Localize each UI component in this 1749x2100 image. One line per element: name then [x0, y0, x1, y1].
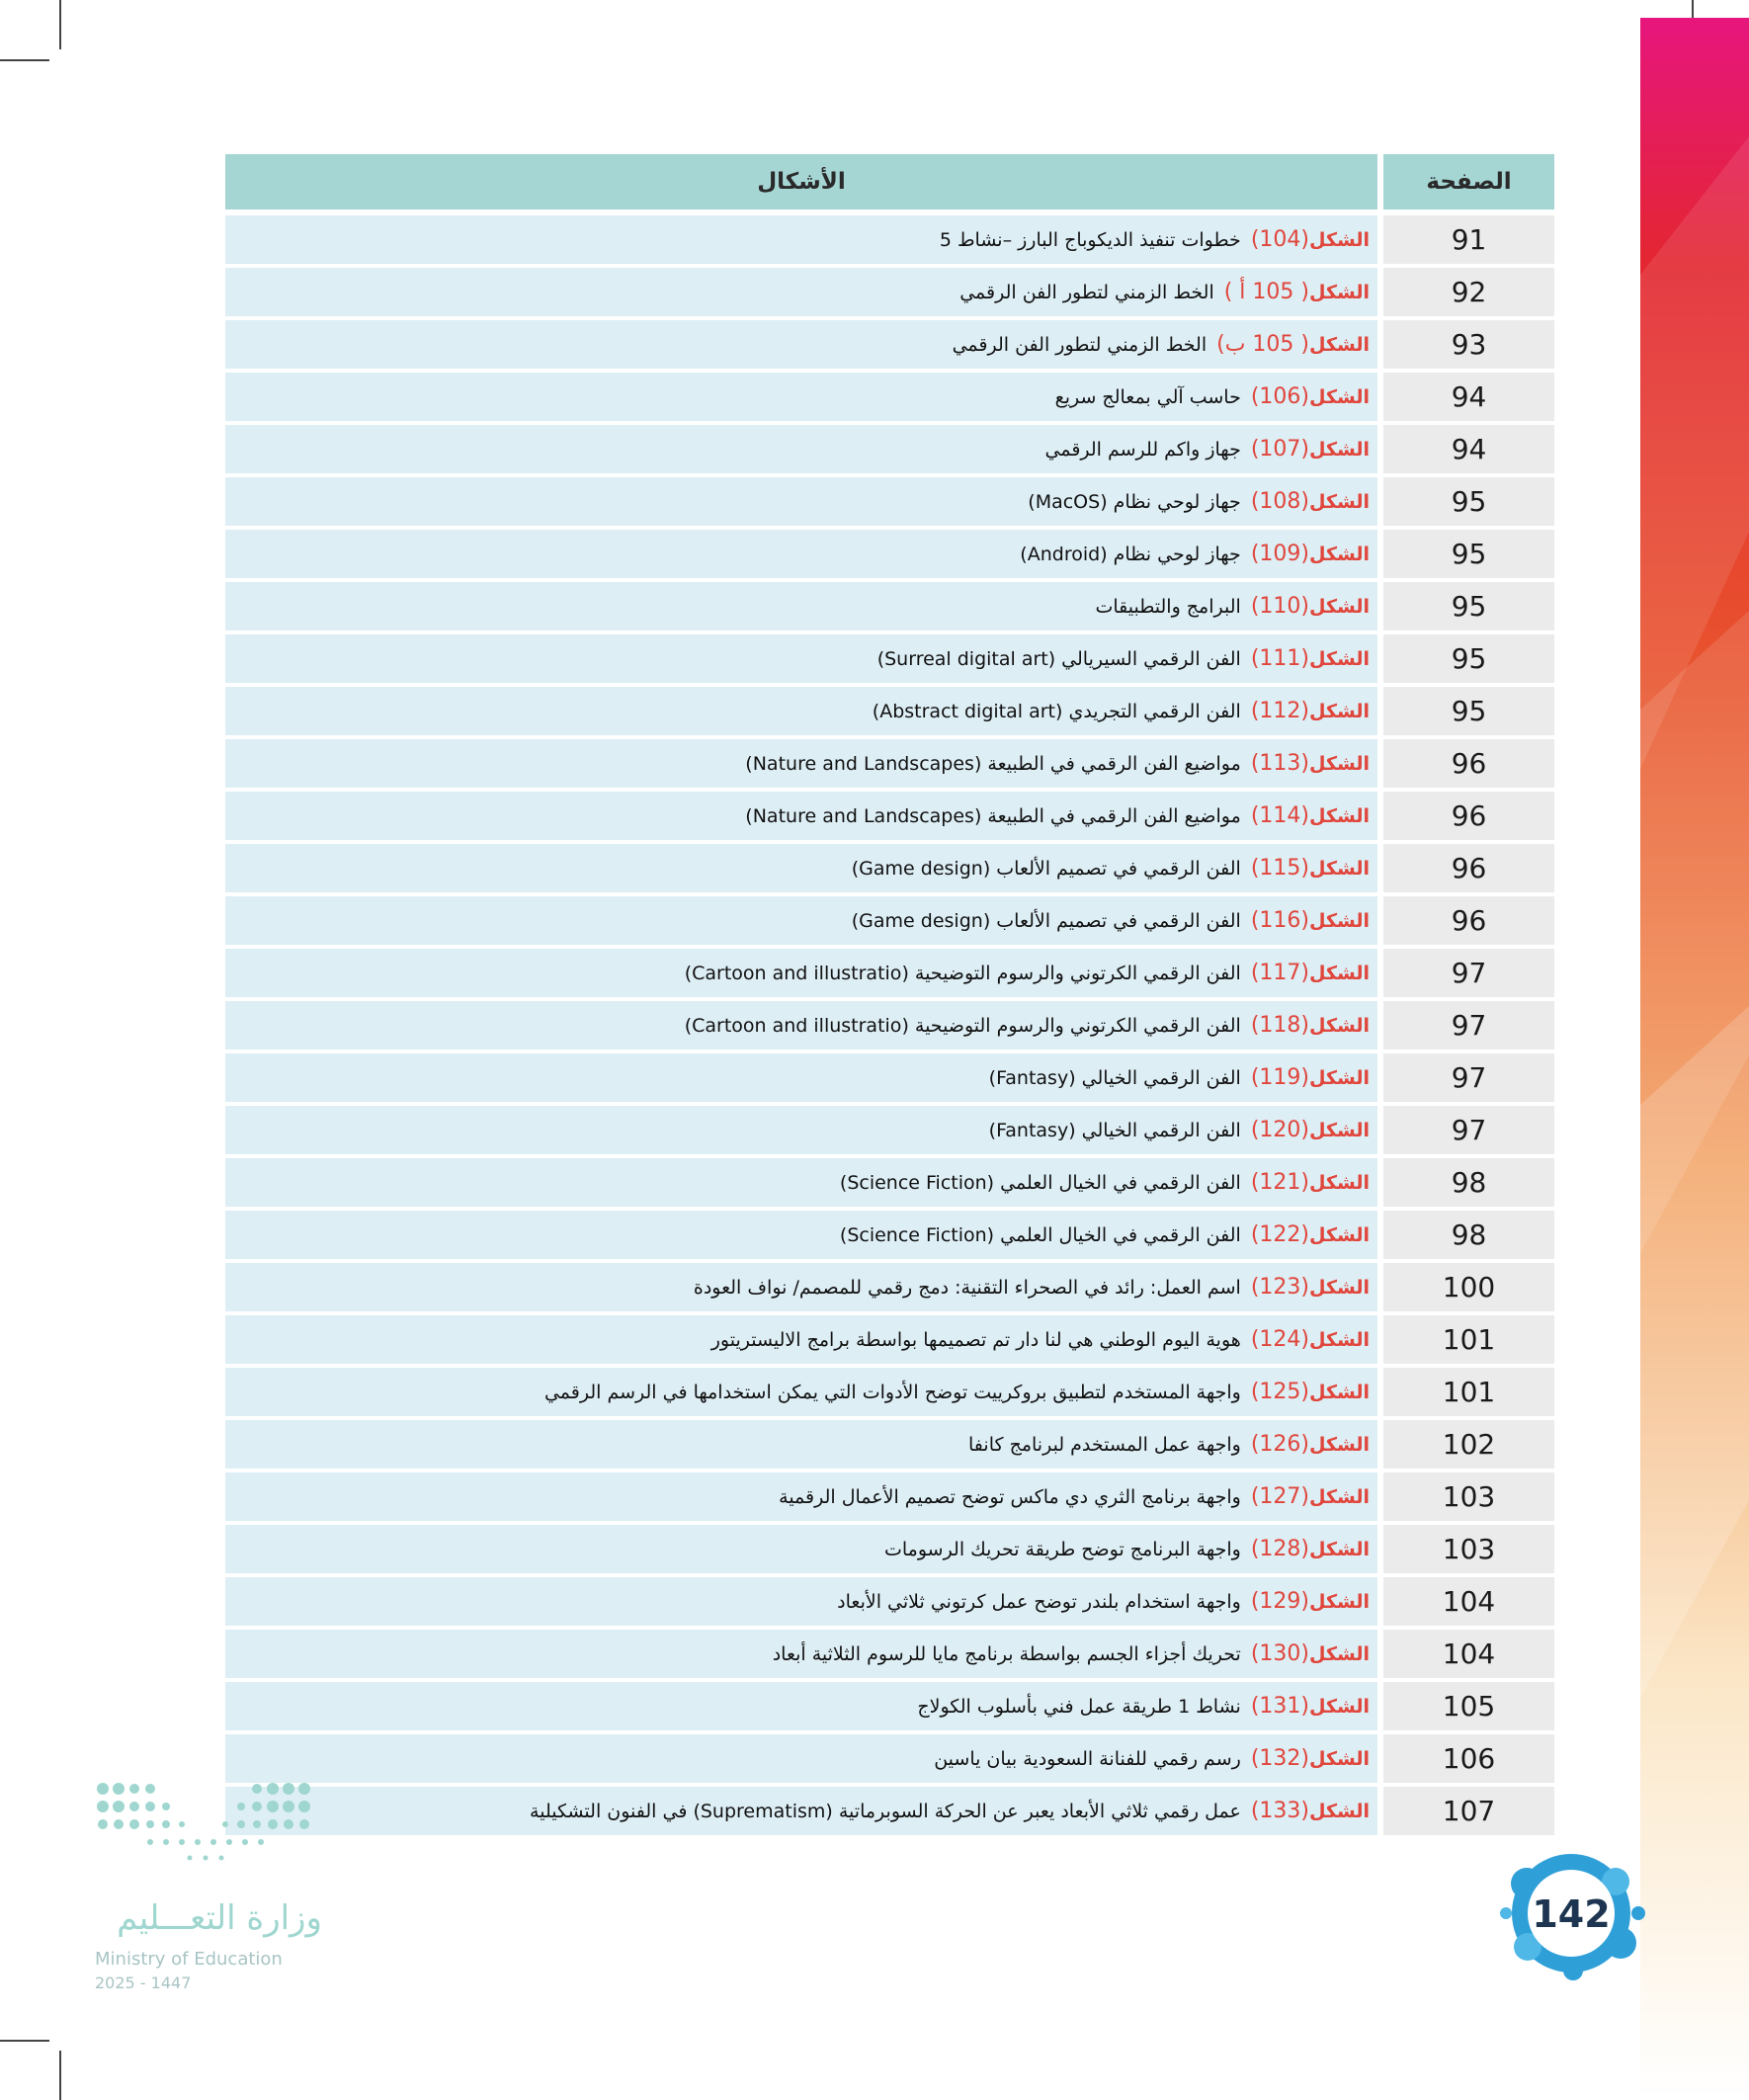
row-figure-title [225, 1315, 1377, 1364]
figure-number: (118) [1250, 1013, 1309, 1038]
figure-description: الفن الرقمي في تصميم الألعاب (Game design) [851, 909, 1241, 932]
crop-mark [0, 2040, 49, 2042]
table-row [225, 1211, 1554, 1259]
table-row [225, 1682, 1554, 1730]
table-row [225, 634, 1554, 683]
table-row [225, 1472, 1554, 1521]
row-figure-title [225, 634, 1377, 683]
figure-number: (126) [1250, 1432, 1309, 1457]
figure-description: الفن الرقمي في تصميم الألعاب (Game design) [851, 857, 1241, 880]
figure-number: (133) [1250, 1799, 1309, 1823]
row-figure-title [225, 1682, 1377, 1730]
figure-description: الفن الرقمي السيريالي (Surreal digital art) [876, 647, 1241, 670]
table-row [225, 373, 1554, 421]
figure-label: الشكل [1309, 1328, 1370, 1351]
figure-label: الشكل [1309, 700, 1370, 722]
figure-label: الشكل [1309, 1171, 1370, 1194]
row-figure-title [225, 739, 1377, 788]
row-figure-title [225, 1106, 1377, 1154]
figure-label: الشكل [1309, 1276, 1370, 1299]
figure-description: هوية اليوم الوطني هي لنا دار تم تصميمها بواسطة برامج الاليستريتور [710, 1328, 1241, 1351]
figure-description: تحريك أجزاء الجسم بواسطة برنامج مايا للرسوم الثلاثية أبعاد [772, 1642, 1241, 1665]
row-figure-title [225, 949, 1377, 997]
figure-description: نشاط 1 طريقة عمل فني بأسلوب الكولاج [917, 1695, 1241, 1718]
table-row [225, 687, 1554, 735]
row-page-number: 106 [1383, 1734, 1554, 1783]
figure-label: الشكل [1309, 1223, 1370, 1246]
page-number-badge [1492, 1844, 1650, 1982]
figure-number: (117) [1250, 961, 1309, 985]
figure-number: (125) [1250, 1380, 1309, 1404]
figure-description: جهاز لوحي نظام (MacOS) [1028, 490, 1241, 513]
figure-number: (104) [1250, 227, 1309, 252]
row-page-number: 104 [1383, 1577, 1554, 1626]
table-row [225, 1525, 1554, 1573]
figure-label: الشكل [1309, 1747, 1370, 1770]
figure-label: الشكل [1309, 1485, 1370, 1508]
table-row [225, 268, 1554, 316]
row-page-number: 97 [1383, 1001, 1554, 1050]
page-number: 142 [1532, 1892, 1611, 1936]
row-figure-title [225, 215, 1377, 264]
figure-description: واجهة البرنامج توضح طريقة تحريك الرسومات [883, 1538, 1241, 1560]
figure-label: الشكل [1309, 647, 1370, 670]
row-page-number: 93 [1383, 320, 1554, 369]
figure-description: حاسب آلي بمعالج سريع [1054, 385, 1241, 408]
table-header [225, 154, 1554, 210]
figure-number: (108) [1250, 489, 1309, 514]
figure-description: عمل رقمي ثلاثي الأبعاد يعبر عن الحركة السوبرماتية (Suprematism) في الفنون التشكيلية [530, 1800, 1241, 1822]
table-row [225, 477, 1554, 526]
figure-number: (112) [1250, 699, 1309, 723]
row-page-number: 94 [1383, 373, 1554, 421]
row-page-number: 100 [1383, 1263, 1554, 1311]
row-figure-title [225, 1577, 1377, 1626]
row-page-number: 95 [1383, 634, 1554, 683]
table-row [225, 844, 1554, 892]
table-row [225, 1315, 1554, 1364]
row-page-number: 96 [1383, 792, 1554, 840]
table-row [225, 1577, 1554, 1626]
figure-label: الشكل [1309, 1066, 1370, 1089]
figure-label: الشكل [1309, 962, 1370, 984]
row-page-number: 92 [1383, 268, 1554, 316]
figure-number: (119) [1250, 1065, 1309, 1090]
row-figure-title [225, 896, 1377, 945]
figure-number: (106) [1250, 384, 1309, 409]
figure-label: الشكل [1309, 1538, 1370, 1560]
crop-mark [59, 0, 61, 49]
row-page-number: 95 [1383, 582, 1554, 630]
figure-label: الشكل [1309, 1119, 1370, 1141]
figure-description: الخط الزمني لتطور الفن الرقمي [952, 333, 1208, 356]
figure-label: الشكل [1309, 909, 1370, 932]
row-figure-title [225, 1525, 1377, 1573]
table-row [225, 1734, 1554, 1783]
ministry-name-en: Ministry of Education [95, 1949, 283, 1970]
logo-dots-icon [97, 1783, 310, 1861]
row-figure-title [225, 582, 1377, 630]
table-row [225, 215, 1554, 264]
header-page: الصفحة [1383, 154, 1554, 210]
figure-number: (115) [1250, 856, 1309, 881]
figure-number: (107) [1250, 437, 1309, 462]
figure-label: الشكل [1309, 1433, 1370, 1456]
figure-description: مواضيع الفن الرقمي في الطبيعة (Nature and Landscapes) [745, 804, 1241, 827]
row-page-number: 97 [1383, 1106, 1554, 1154]
figure-description: الخط الزمني لتطور الفن الرقمي [959, 281, 1214, 303]
row-page-number: 107 [1383, 1787, 1554, 1835]
figure-description: جهاز لوحي نظام (Android) [1020, 543, 1241, 565]
row-page-number: 97 [1383, 1053, 1554, 1102]
row-figure-title [225, 425, 1377, 473]
figure-number: (120) [1250, 1118, 1309, 1142]
row-page-number: 95 [1383, 477, 1554, 526]
figures-index-table [225, 154, 1554, 1839]
figure-description: رسم رقمي للفنانة السعودية بيان ياسين [934, 1747, 1241, 1770]
figure-label: الشكل [1309, 1800, 1370, 1822]
figure-label: الشكل [1309, 1014, 1370, 1037]
figure-label: الشكل [1309, 228, 1370, 251]
row-figure-title [225, 373, 1377, 421]
row-page-number: 97 [1383, 949, 1554, 997]
table-row [225, 425, 1554, 473]
figure-label: الشكل [1309, 385, 1370, 408]
row-figure-title [225, 477, 1377, 526]
row-page-number: 101 [1383, 1315, 1554, 1364]
figure-description: البرامج والتطبيقات [1095, 595, 1241, 618]
figure-number: (128) [1250, 1537, 1309, 1561]
figure-description: واجهة استخدام بلندر توضح عمل كرتوني ثلاثي الأبعاد [837, 1590, 1241, 1613]
figure-label: الشكل [1309, 1381, 1370, 1403]
figure-number: ( 105 ب) [1216, 332, 1309, 357]
table-row [225, 1420, 1554, 1469]
figure-number: (111) [1250, 646, 1309, 671]
row-figure-title [225, 1001, 1377, 1050]
table-row [225, 896, 1554, 945]
row-figure-title [225, 1368, 1377, 1416]
figure-label: الشكل [1309, 490, 1370, 513]
row-figure-title [225, 792, 1377, 840]
table-row [225, 739, 1554, 788]
figure-description: الفن الرقمي التجريدي (Abstract digital art) [872, 700, 1241, 722]
row-page-number: 96 [1383, 739, 1554, 788]
figure-number: (127) [1250, 1484, 1309, 1509]
row-figure-title [225, 1263, 1377, 1311]
row-figure-title [225, 844, 1377, 892]
figure-number: (113) [1250, 751, 1309, 776]
ministry-of-education-logo [91, 1779, 328, 2006]
row-page-number: 102 [1383, 1420, 1554, 1469]
row-figure-title [225, 687, 1377, 735]
table-row [225, 582, 1554, 630]
row-figure-title [225, 268, 1377, 316]
figure-description: الفن الرقمي الكرتوني والرسوم التوضيحية (Cartoon and illustratio) [684, 962, 1241, 984]
side-decoration-stripe [1640, 18, 1749, 2100]
row-figure-title [225, 1211, 1377, 1259]
table-row [225, 530, 1554, 578]
row-page-number: 98 [1383, 1158, 1554, 1207]
row-page-number: 98 [1383, 1211, 1554, 1259]
figure-label: الشكل [1309, 281, 1370, 303]
row-page-number: 95 [1383, 530, 1554, 578]
figure-description: الفن الرقمي في الخيال العلمي (Science Fiction) [839, 1223, 1241, 1246]
table-row [225, 1053, 1554, 1102]
figure-description: جهاز واكم للرسم الرقمي [1044, 438, 1241, 461]
row-figure-title [225, 1630, 1377, 1678]
row-figure-title [225, 530, 1377, 578]
row-page-number: 96 [1383, 896, 1554, 945]
figure-label: الشكل [1309, 1590, 1370, 1613]
figure-description: الفن الرقمي في الخيال العلمي (Science Fiction) [839, 1171, 1241, 1194]
row-figure-title [225, 1787, 1377, 1835]
figure-description: الفن الرقمي الكرتوني والرسوم التوضيحية (Cartoon and illustratio) [684, 1014, 1241, 1037]
row-page-number: 91 [1383, 215, 1554, 264]
row-page-number: 95 [1383, 687, 1554, 735]
figure-number: (116) [1250, 908, 1309, 933]
figure-label: الشكل [1309, 438, 1370, 461]
figure-number: (109) [1250, 542, 1309, 566]
header-figures: الأشكال [225, 154, 1377, 210]
figure-description: الفن الرقمي الخيالي (Fantasy) [988, 1119, 1241, 1141]
figure-number: (114) [1250, 803, 1309, 828]
table-row [225, 320, 1554, 369]
figure-number: (124) [1250, 1327, 1309, 1352]
table-row [225, 1106, 1554, 1154]
figure-description: الفن الرقمي الخيالي (Fantasy) [988, 1066, 1241, 1089]
row-page-number: 96 [1383, 844, 1554, 892]
figure-description: خطوات تنفيذ الديكوباج البارز –نشاط 5 [939, 228, 1241, 251]
figure-label: الشكل [1309, 543, 1370, 565]
row-figure-title [225, 1734, 1377, 1783]
figure-number: (110) [1250, 594, 1309, 619]
figure-number: (131) [1250, 1694, 1309, 1719]
figure-description: واجهة المستخدم لتطبيق بروكرييت توضح الأدوات التي يمكن استخدامها في الرسم الرقمي [543, 1381, 1241, 1403]
row-figure-title [225, 1158, 1377, 1207]
figure-label: الشكل [1309, 333, 1370, 356]
row-figure-title [225, 1420, 1377, 1469]
figure-label: الشكل [1309, 804, 1370, 827]
figure-number: (123) [1250, 1275, 1309, 1300]
figure-number: (132) [1250, 1746, 1309, 1771]
figure-label: الشكل [1309, 1695, 1370, 1718]
row-page-number: 101 [1383, 1368, 1554, 1416]
row-figure-title [225, 1053, 1377, 1102]
table-row [225, 1263, 1554, 1311]
table-row [225, 792, 1554, 840]
figure-description: اسم العمل: رائد في الصحراء التقنية: دمج رقمي للمصمم/ نواف العودة [693, 1276, 1241, 1299]
row-page-number: 105 [1383, 1682, 1554, 1730]
figure-label: الشكل [1309, 857, 1370, 880]
figure-number: (129) [1250, 1589, 1309, 1614]
figure-description: مواضيع الفن الرقمي في الطبيعة (Nature and Landscapes) [745, 752, 1241, 775]
figure-description: واجهة برنامج الثري دي ماكس توضح تصميم الأعمال الرقمية [779, 1485, 1241, 1508]
edition-year: 2025 - 1447 [95, 1974, 192, 1992]
crop-mark [59, 2051, 61, 2100]
table-row [225, 949, 1554, 997]
figure-label: الشكل [1309, 1642, 1370, 1665]
row-page-number: 94 [1383, 425, 1554, 473]
table-row [225, 1630, 1554, 1678]
figure-description: واجهة عمل المستخدم لبرنامج كانفا [968, 1433, 1241, 1456]
crop-mark [0, 59, 49, 61]
figure-number: (122) [1250, 1222, 1309, 1247]
figure-label: الشكل [1309, 595, 1370, 618]
figure-label: الشكل [1309, 752, 1370, 775]
row-page-number: 104 [1383, 1630, 1554, 1678]
table-row [225, 1158, 1554, 1207]
table-row [225, 1001, 1554, 1050]
ministry-name-ar: وزارة التعـــليم [117, 1898, 322, 1938]
row-figure-title [225, 1472, 1377, 1521]
table-body [225, 215, 1554, 1835]
figure-number: (121) [1250, 1170, 1309, 1195]
figure-number: (130) [1250, 1641, 1309, 1666]
table-row [225, 1368, 1554, 1416]
row-page-number: 103 [1383, 1472, 1554, 1521]
figure-number: ( 105 أ ) [1223, 280, 1309, 304]
row-page-number: 103 [1383, 1525, 1554, 1573]
row-figure-title [225, 320, 1377, 369]
table-row [225, 1787, 1554, 1835]
